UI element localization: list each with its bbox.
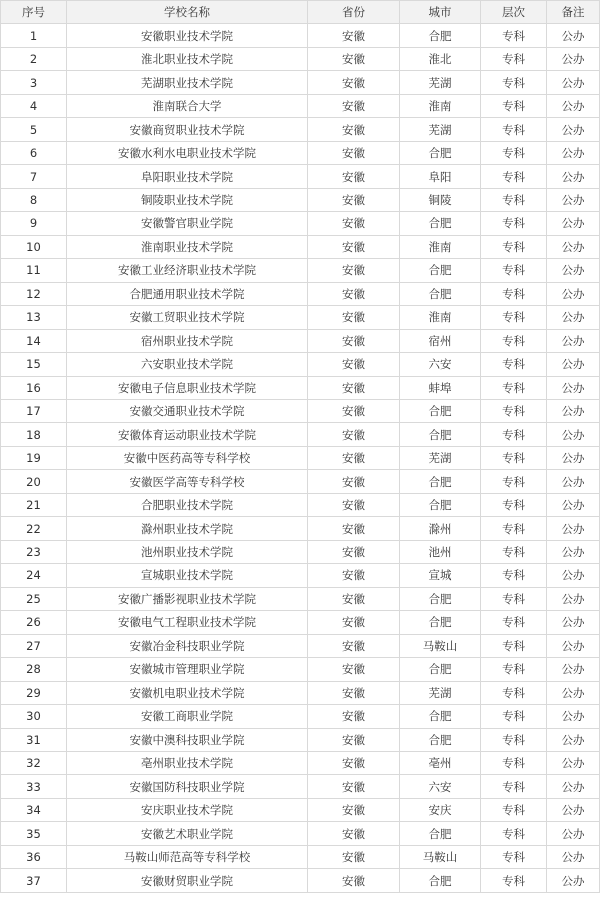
cell-index: 22 bbox=[1, 517, 67, 540]
table-row bbox=[1, 235, 600, 258]
cell-school-name: 安徽冶金科技职业学院 bbox=[67, 634, 308, 657]
cell-school-name: 淮南联合大学 bbox=[67, 94, 308, 117]
cell-city: 淮南 bbox=[400, 94, 481, 117]
cell-province: 安徽 bbox=[308, 376, 400, 399]
table-row bbox=[1, 24, 600, 47]
cell-school-name: 亳州职业技术学院 bbox=[67, 752, 308, 775]
table-row bbox=[1, 634, 600, 657]
cell-level: 专科 bbox=[481, 47, 547, 70]
table-row bbox=[1, 259, 600, 282]
cell-city: 芜湖 bbox=[400, 71, 481, 94]
cell-index: 4 bbox=[1, 94, 67, 117]
cell-level: 专科 bbox=[481, 235, 547, 258]
cell-remark: 公办 bbox=[547, 446, 600, 469]
cell-index: 7 bbox=[1, 165, 67, 188]
header-level: 层次 bbox=[481, 1, 547, 24]
table-row bbox=[1, 376, 600, 399]
cell-province: 安徽 bbox=[308, 306, 400, 329]
cell-province: 安徽 bbox=[308, 775, 400, 798]
cell-school-name: 安徽商贸职业技术学院 bbox=[67, 118, 308, 141]
cell-remark: 公办 bbox=[547, 71, 600, 94]
cell-province: 安徽 bbox=[308, 658, 400, 681]
table-header bbox=[1, 1, 600, 24]
cell-level: 专科 bbox=[481, 564, 547, 587]
cell-remark: 公办 bbox=[547, 165, 600, 188]
cell-city: 合肥 bbox=[400, 470, 481, 493]
cell-province: 安徽 bbox=[308, 611, 400, 634]
cell-level: 专科 bbox=[481, 611, 547, 634]
cell-remark: 公办 bbox=[547, 235, 600, 258]
cell-index: 21 bbox=[1, 493, 67, 516]
cell-city: 合肥 bbox=[400, 493, 481, 516]
cell-school-name: 宿州职业技术学院 bbox=[67, 329, 308, 352]
cell-level: 专科 bbox=[481, 188, 547, 211]
cell-province: 安徽 bbox=[308, 212, 400, 235]
table-row bbox=[1, 564, 600, 587]
cell-index: 11 bbox=[1, 259, 67, 282]
cell-school-name: 安徽工贸职业技术学院 bbox=[67, 306, 308, 329]
cell-index: 2 bbox=[1, 47, 67, 70]
table-row bbox=[1, 71, 600, 94]
cell-province: 安徽 bbox=[308, 540, 400, 563]
cell-province: 安徽 bbox=[308, 470, 400, 493]
cell-school-name: 淮南职业技术学院 bbox=[67, 235, 308, 258]
table-row bbox=[1, 611, 600, 634]
cell-province: 安徽 bbox=[308, 24, 400, 47]
cell-index: 25 bbox=[1, 587, 67, 610]
cell-remark: 公办 bbox=[547, 399, 600, 422]
cell-city: 芜湖 bbox=[400, 118, 481, 141]
cell-index: 18 bbox=[1, 423, 67, 446]
cell-city: 合肥 bbox=[400, 282, 481, 305]
table-row bbox=[1, 517, 600, 540]
cell-level: 专科 bbox=[481, 752, 547, 775]
cell-city: 六安 bbox=[400, 775, 481, 798]
cell-remark: 公办 bbox=[547, 587, 600, 610]
cell-remark: 公办 bbox=[547, 540, 600, 563]
cell-school-name: 马鞍山师范高等专科学校 bbox=[67, 845, 308, 868]
table-row bbox=[1, 423, 600, 446]
cell-province: 安徽 bbox=[308, 47, 400, 70]
cell-remark: 公办 bbox=[547, 634, 600, 657]
cell-level: 专科 bbox=[481, 517, 547, 540]
table-row bbox=[1, 540, 600, 563]
cell-remark: 公办 bbox=[547, 188, 600, 211]
cell-index: 26 bbox=[1, 611, 67, 634]
cell-index: 9 bbox=[1, 212, 67, 235]
cell-city: 宣城 bbox=[400, 564, 481, 587]
cell-province: 安徽 bbox=[308, 141, 400, 164]
cell-remark: 公办 bbox=[547, 376, 600, 399]
cell-index: 1 bbox=[1, 24, 67, 47]
cell-remark: 公办 bbox=[547, 94, 600, 117]
cell-school-name: 淮北职业技术学院 bbox=[67, 47, 308, 70]
table-row bbox=[1, 188, 600, 211]
table-row bbox=[1, 94, 600, 117]
cell-city: 马鞍山 bbox=[400, 845, 481, 868]
cell-city: 淮南 bbox=[400, 235, 481, 258]
cell-index: 5 bbox=[1, 118, 67, 141]
cell-remark: 公办 bbox=[547, 423, 600, 446]
cell-level: 专科 bbox=[481, 705, 547, 728]
table-row bbox=[1, 752, 600, 775]
cell-school-name: 六安职业技术学院 bbox=[67, 353, 308, 376]
cell-index: 28 bbox=[1, 658, 67, 681]
cell-province: 安徽 bbox=[308, 353, 400, 376]
cell-school-name: 安徽广播影视职业技术学院 bbox=[67, 587, 308, 610]
cell-city: 池州 bbox=[400, 540, 481, 563]
cell-school-name: 安徽职业技术学院 bbox=[67, 24, 308, 47]
cell-level: 专科 bbox=[481, 845, 547, 868]
cell-level: 专科 bbox=[481, 446, 547, 469]
cell-city: 合肥 bbox=[400, 212, 481, 235]
cell-index: 33 bbox=[1, 775, 67, 798]
cell-level: 专科 bbox=[481, 212, 547, 235]
cell-index: 15 bbox=[1, 353, 67, 376]
table-row bbox=[1, 493, 600, 516]
cell-remark: 公办 bbox=[547, 775, 600, 798]
cell-school-name: 安徽体育运动职业技术学院 bbox=[67, 423, 308, 446]
cell-level: 专科 bbox=[481, 306, 547, 329]
cell-city: 合肥 bbox=[400, 705, 481, 728]
cell-level: 专科 bbox=[481, 728, 547, 751]
cell-school-name: 芜湖职业技术学院 bbox=[67, 71, 308, 94]
cell-level: 专科 bbox=[481, 259, 547, 282]
table-row bbox=[1, 282, 600, 305]
cell-city: 滁州 bbox=[400, 517, 481, 540]
cell-remark: 公办 bbox=[547, 728, 600, 751]
cell-province: 安徽 bbox=[308, 564, 400, 587]
cell-city: 安庆 bbox=[400, 798, 481, 821]
table-row bbox=[1, 775, 600, 798]
cell-remark: 公办 bbox=[547, 212, 600, 235]
cell-province: 安徽 bbox=[308, 446, 400, 469]
cell-level: 专科 bbox=[481, 822, 547, 845]
cell-level: 专科 bbox=[481, 423, 547, 446]
header-province: 省份 bbox=[308, 1, 400, 24]
cell-province: 安徽 bbox=[308, 845, 400, 868]
table-body bbox=[1, 24, 600, 892]
table-row bbox=[1, 353, 600, 376]
table-row bbox=[1, 728, 600, 751]
table-row bbox=[1, 47, 600, 70]
cell-province: 安徽 bbox=[308, 869, 400, 892]
cell-city: 芜湖 bbox=[400, 681, 481, 704]
cell-remark: 公办 bbox=[547, 752, 600, 775]
cell-province: 安徽 bbox=[308, 71, 400, 94]
cell-level: 专科 bbox=[481, 24, 547, 47]
cell-province: 安徽 bbox=[308, 493, 400, 516]
table-row bbox=[1, 165, 600, 188]
cell-remark: 公办 bbox=[547, 306, 600, 329]
cell-city: 六安 bbox=[400, 353, 481, 376]
cell-level: 专科 bbox=[481, 282, 547, 305]
cell-school-name: 安徽城市管理职业学院 bbox=[67, 658, 308, 681]
table-row bbox=[1, 118, 600, 141]
cell-index: 17 bbox=[1, 399, 67, 422]
cell-school-name: 安徽水利水电职业技术学院 bbox=[67, 141, 308, 164]
cell-index: 35 bbox=[1, 822, 67, 845]
cell-province: 安徽 bbox=[308, 423, 400, 446]
cell-remark: 公办 bbox=[547, 517, 600, 540]
cell-school-name: 池州职业技术学院 bbox=[67, 540, 308, 563]
cell-city: 合肥 bbox=[400, 611, 481, 634]
cell-province: 安徽 bbox=[308, 165, 400, 188]
cell-remark: 公办 bbox=[547, 141, 600, 164]
cell-province: 安徽 bbox=[308, 329, 400, 352]
cell-index: 30 bbox=[1, 705, 67, 728]
cell-school-name: 安徽中医药高等专科学校 bbox=[67, 446, 308, 469]
cell-level: 专科 bbox=[481, 353, 547, 376]
cell-level: 专科 bbox=[481, 658, 547, 681]
table-row bbox=[1, 329, 600, 352]
cell-index: 8 bbox=[1, 188, 67, 211]
cell-level: 专科 bbox=[481, 94, 547, 117]
cell-city: 亳州 bbox=[400, 752, 481, 775]
cell-province: 安徽 bbox=[308, 235, 400, 258]
cell-level: 专科 bbox=[481, 118, 547, 141]
cell-city: 淮北 bbox=[400, 47, 481, 70]
cell-city: 合肥 bbox=[400, 728, 481, 751]
cell-index: 12 bbox=[1, 282, 67, 305]
cell-province: 安徽 bbox=[308, 587, 400, 610]
cell-remark: 公办 bbox=[547, 705, 600, 728]
cell-province: 安徽 bbox=[308, 728, 400, 751]
cell-school-name: 安徽电气工程职业技术学院 bbox=[67, 611, 308, 634]
cell-index: 6 bbox=[1, 141, 67, 164]
table-row bbox=[1, 869, 600, 892]
cell-school-name: 宣城职业技术学院 bbox=[67, 564, 308, 587]
cell-city: 淮南 bbox=[400, 306, 481, 329]
cell-remark: 公办 bbox=[547, 611, 600, 634]
cell-level: 专科 bbox=[481, 376, 547, 399]
cell-city: 合肥 bbox=[400, 587, 481, 610]
cell-index: 16 bbox=[1, 376, 67, 399]
table-row bbox=[1, 306, 600, 329]
cell-school-name: 合肥通用职业技术学院 bbox=[67, 282, 308, 305]
cell-school-name: 安徽交通职业技术学院 bbox=[67, 399, 308, 422]
cell-province: 安徽 bbox=[308, 705, 400, 728]
cell-level: 专科 bbox=[481, 141, 547, 164]
cell-school-name: 安庆职业技术学院 bbox=[67, 798, 308, 821]
cell-province: 安徽 bbox=[308, 118, 400, 141]
cell-school-name: 安徽机电职业技术学院 bbox=[67, 681, 308, 704]
cell-school-name: 安徽工业经济职业技术学院 bbox=[67, 259, 308, 282]
cell-province: 安徽 bbox=[308, 822, 400, 845]
cell-school-name: 安徽艺术职业学院 bbox=[67, 822, 308, 845]
cell-remark: 公办 bbox=[547, 118, 600, 141]
table-row bbox=[1, 681, 600, 704]
cell-school-name: 安徽国防科技职业学院 bbox=[67, 775, 308, 798]
cell-level: 专科 bbox=[481, 540, 547, 563]
cell-city: 铜陵 bbox=[400, 188, 481, 211]
cell-level: 专科 bbox=[481, 587, 547, 610]
cell-province: 安徽 bbox=[308, 752, 400, 775]
cell-province: 安徽 bbox=[308, 188, 400, 211]
cell-index: 13 bbox=[1, 306, 67, 329]
header-row bbox=[1, 1, 600, 24]
cell-level: 专科 bbox=[481, 775, 547, 798]
cell-index: 24 bbox=[1, 564, 67, 587]
cell-remark: 公办 bbox=[547, 470, 600, 493]
cell-index: 19 bbox=[1, 446, 67, 469]
cell-index: 27 bbox=[1, 634, 67, 657]
cell-level: 专科 bbox=[481, 399, 547, 422]
cell-remark: 公办 bbox=[547, 47, 600, 70]
cell-school-name: 铜陵职业技术学院 bbox=[67, 188, 308, 211]
cell-city: 合肥 bbox=[400, 399, 481, 422]
cell-remark: 公办 bbox=[547, 681, 600, 704]
cell-remark: 公办 bbox=[547, 822, 600, 845]
header-remark: 备注 bbox=[547, 1, 600, 24]
table-row bbox=[1, 658, 600, 681]
table-row bbox=[1, 587, 600, 610]
cell-level: 专科 bbox=[481, 71, 547, 94]
cell-level: 专科 bbox=[481, 493, 547, 516]
cell-index: 34 bbox=[1, 798, 67, 821]
cell-level: 专科 bbox=[481, 165, 547, 188]
table-row bbox=[1, 845, 600, 868]
table-row bbox=[1, 399, 600, 422]
cell-city: 合肥 bbox=[400, 658, 481, 681]
cell-index: 3 bbox=[1, 71, 67, 94]
cell-school-name: 安徽警官职业学院 bbox=[67, 212, 308, 235]
cell-index: 10 bbox=[1, 235, 67, 258]
cell-city: 蚌埠 bbox=[400, 376, 481, 399]
cell-province: 安徽 bbox=[308, 681, 400, 704]
cell-city: 阜阳 bbox=[400, 165, 481, 188]
table-row bbox=[1, 212, 600, 235]
header-index: 序号 bbox=[1, 1, 67, 24]
table-row bbox=[1, 798, 600, 821]
header-city: 城市 bbox=[400, 1, 481, 24]
cell-level: 专科 bbox=[481, 329, 547, 352]
cell-city: 芜湖 bbox=[400, 446, 481, 469]
cell-school-name: 安徽医学高等专科学校 bbox=[67, 470, 308, 493]
cell-city: 马鞍山 bbox=[400, 634, 481, 657]
cell-index: 31 bbox=[1, 728, 67, 751]
cell-level: 专科 bbox=[481, 798, 547, 821]
cell-remark: 公办 bbox=[547, 564, 600, 587]
cell-province: 安徽 bbox=[308, 94, 400, 117]
cell-remark: 公办 bbox=[547, 845, 600, 868]
cell-remark: 公办 bbox=[547, 493, 600, 516]
cell-school-name: 安徽中澳科技职业学院 bbox=[67, 728, 308, 751]
cell-school-name: 合肥职业技术学院 bbox=[67, 493, 308, 516]
cell-index: 14 bbox=[1, 329, 67, 352]
cell-city: 合肥 bbox=[400, 141, 481, 164]
cell-city: 宿州 bbox=[400, 329, 481, 352]
cell-province: 安徽 bbox=[308, 798, 400, 821]
cell-remark: 公办 bbox=[547, 24, 600, 47]
cell-school-name: 安徽电子信息职业技术学院 bbox=[67, 376, 308, 399]
cell-school-name: 滁州职业技术学院 bbox=[67, 517, 308, 540]
table-row bbox=[1, 470, 600, 493]
cell-city: 合肥 bbox=[400, 869, 481, 892]
cell-city: 合肥 bbox=[400, 423, 481, 446]
cell-province: 安徽 bbox=[308, 517, 400, 540]
cell-index: 20 bbox=[1, 470, 67, 493]
cell-level: 专科 bbox=[481, 869, 547, 892]
cell-remark: 公办 bbox=[547, 353, 600, 376]
cell-index: 32 bbox=[1, 752, 67, 775]
cell-city: 合肥 bbox=[400, 259, 481, 282]
table-row bbox=[1, 822, 600, 845]
cell-level: 专科 bbox=[481, 681, 547, 704]
cell-remark: 公办 bbox=[547, 798, 600, 821]
cell-index: 37 bbox=[1, 869, 67, 892]
cell-remark: 公办 bbox=[547, 869, 600, 892]
cell-school-name: 安徽财贸职业学院 bbox=[67, 869, 308, 892]
cell-school-name: 安徽工商职业学院 bbox=[67, 705, 308, 728]
cell-index: 36 bbox=[1, 845, 67, 868]
cell-school-name: 阜阳职业技术学院 bbox=[67, 165, 308, 188]
cell-remark: 公办 bbox=[547, 282, 600, 305]
cell-province: 安徽 bbox=[308, 399, 400, 422]
table-row bbox=[1, 446, 600, 469]
cell-level: 专科 bbox=[481, 634, 547, 657]
cell-province: 安徽 bbox=[308, 282, 400, 305]
header-school-name: 学校名称 bbox=[67, 1, 308, 24]
cell-remark: 公办 bbox=[547, 329, 600, 352]
cell-level: 专科 bbox=[481, 470, 547, 493]
table-row bbox=[1, 705, 600, 728]
cell-city: 合肥 bbox=[400, 822, 481, 845]
table-row bbox=[1, 141, 600, 164]
cell-index: 29 bbox=[1, 681, 67, 704]
cell-province: 安徽 bbox=[308, 259, 400, 282]
cell-city: 合肥 bbox=[400, 24, 481, 47]
cell-index: 23 bbox=[1, 540, 67, 563]
cell-remark: 公办 bbox=[547, 658, 600, 681]
cell-province: 安徽 bbox=[308, 634, 400, 657]
cell-remark: 公办 bbox=[547, 259, 600, 282]
